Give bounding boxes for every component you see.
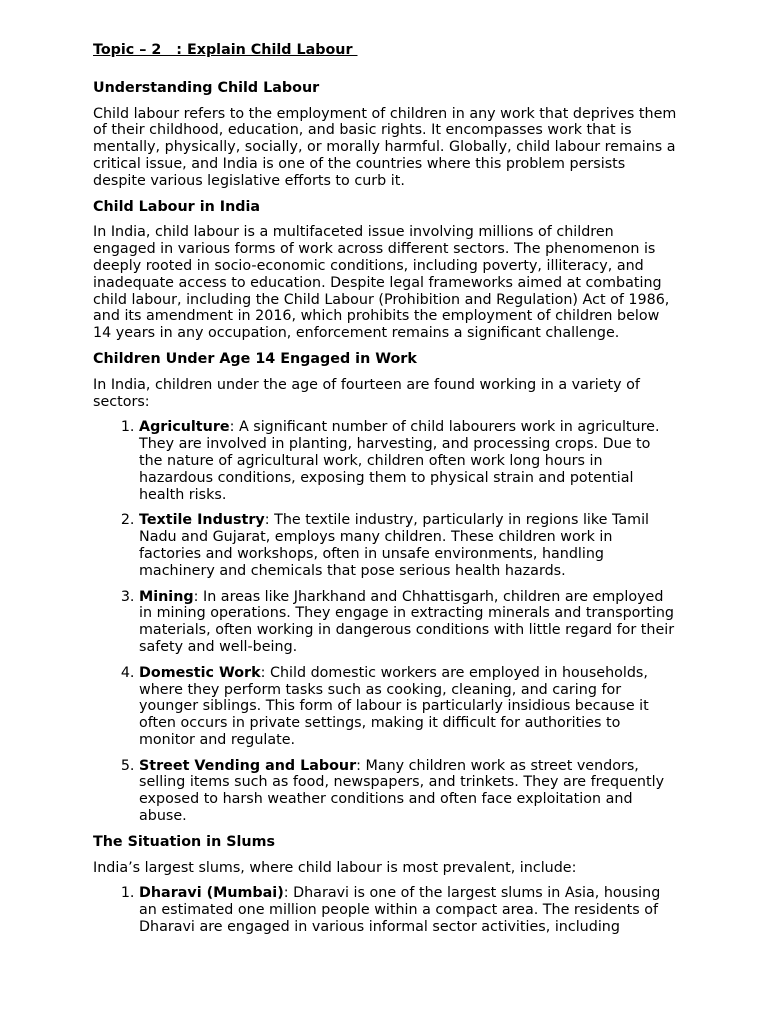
section-paragraph: India’s largest slums, where child labour is most prevalent, include:: [93, 859, 577, 876]
list-item-term: Street Vending and Labour: [139, 757, 357, 774]
section-situation-in-slums: [93, 834, 678, 936]
topic-title: Topic – 2 : Explain Child Labour: [93, 42, 358, 58]
list-item-term: Domestic Work: [139, 664, 261, 681]
list-item-text: : In areas like Jharkhand and Chhattisgarh, children are employed in mining operations. They engage in extracting minerals and transporting materials, often working in dangerous conditions with little regard for their safety and well-being.: [139, 588, 675, 655]
section-paragraph: Child labour refers to the employment of children in any work that deprives them of their childhood, education, and basic rights. It encompasses work that is mentally, physically, socially, or morally harmful. Globally, child labour remains a critical issue, and India is one of the countries where this problem persists despite various legislative efforts to curb it.: [93, 105, 677, 189]
list-item-text: : Many children work as street vendors, selling items such as food, newspapers, and trinkets. They are frequently exposed to harsh weather conditions and often face exploitation and abuse.: [139, 757, 665, 825]
list-item-text: : A significant number of child labourers work in agriculture. They are involved in planting, harvesting, and processing crops. Due to the nature of agricultural work, children often work long hours in hazardous conditions, exposing them to physical strain and potential health risks.: [139, 419, 660, 503]
list-item-term: Dharavi (Mumbai): [139, 885, 284, 902]
document-body: [93, 42, 678, 945]
list-item-text: : Child domestic workers are employed in households, where they perform tasks such as cooking, cleaning, and caring for younger siblings. This form of labour is particularly insidious because it often occurs in private settings, making it difficult for authorities to monitor and regulate.: [139, 664, 649, 748]
section-heading: Child Labour in India: [93, 198, 261, 215]
section-paragraph: In India, child labour is a multifaceted issue involving millions of children engaged in various forms of work across different sectors. The phenomenon is deeply rooted in socio-economic conditions, including poverty, illiteracy, and inadequate access to education. Despite legal frameworks aimed at combating child labour, including the Child Labour (Prohibition and Regulation) Act of 1986, and its amendment in 2016, which prohibits the employment of children below 14 years in any occupation, enforcement remains a significant challenge.: [93, 224, 670, 342]
list-item: [139, 589, 678, 656]
list-item: [139, 665, 678, 749]
list-item: [139, 419, 678, 503]
section-understanding-child-labour: [93, 80, 678, 190]
section-child-labour-in-india: [93, 199, 678, 342]
section-children-under-14: [93, 351, 678, 825]
section-heading: The Situation in Slums: [93, 833, 276, 850]
list-item-text: : The textile industry, particularly in regions like Tamil Nadu and Gujarat, employs many children. These children work in factories and workshops, often in unsafe environments, handling machinery and chemicals that pose serious health hazards.: [139, 512, 650, 579]
section-paragraph: In India, children under the age of fourteen are found working in a variety of sectors:: [93, 376, 640, 410]
section-heading: Children Under Age 14 Engaged in Work: [93, 350, 417, 367]
list-item-term: Mining: [139, 588, 194, 605]
list-item: [139, 512, 678, 579]
slum-list: [93, 885, 678, 935]
list-item-term: Agriculture: [139, 419, 230, 436]
list-item-term: Textile Industry: [139, 512, 265, 529]
section-heading: Understanding Child Labour: [93, 79, 320, 96]
list-item: [139, 885, 678, 935]
list-item: [139, 758, 678, 825]
list-item-text: : Dharavi is one of the largest slums in Asia, housing an estimated one million people within a compact area. The residents of Dharavi are engaged in various informal sector activities, including: [139, 885, 661, 936]
sector-list: [93, 419, 678, 825]
